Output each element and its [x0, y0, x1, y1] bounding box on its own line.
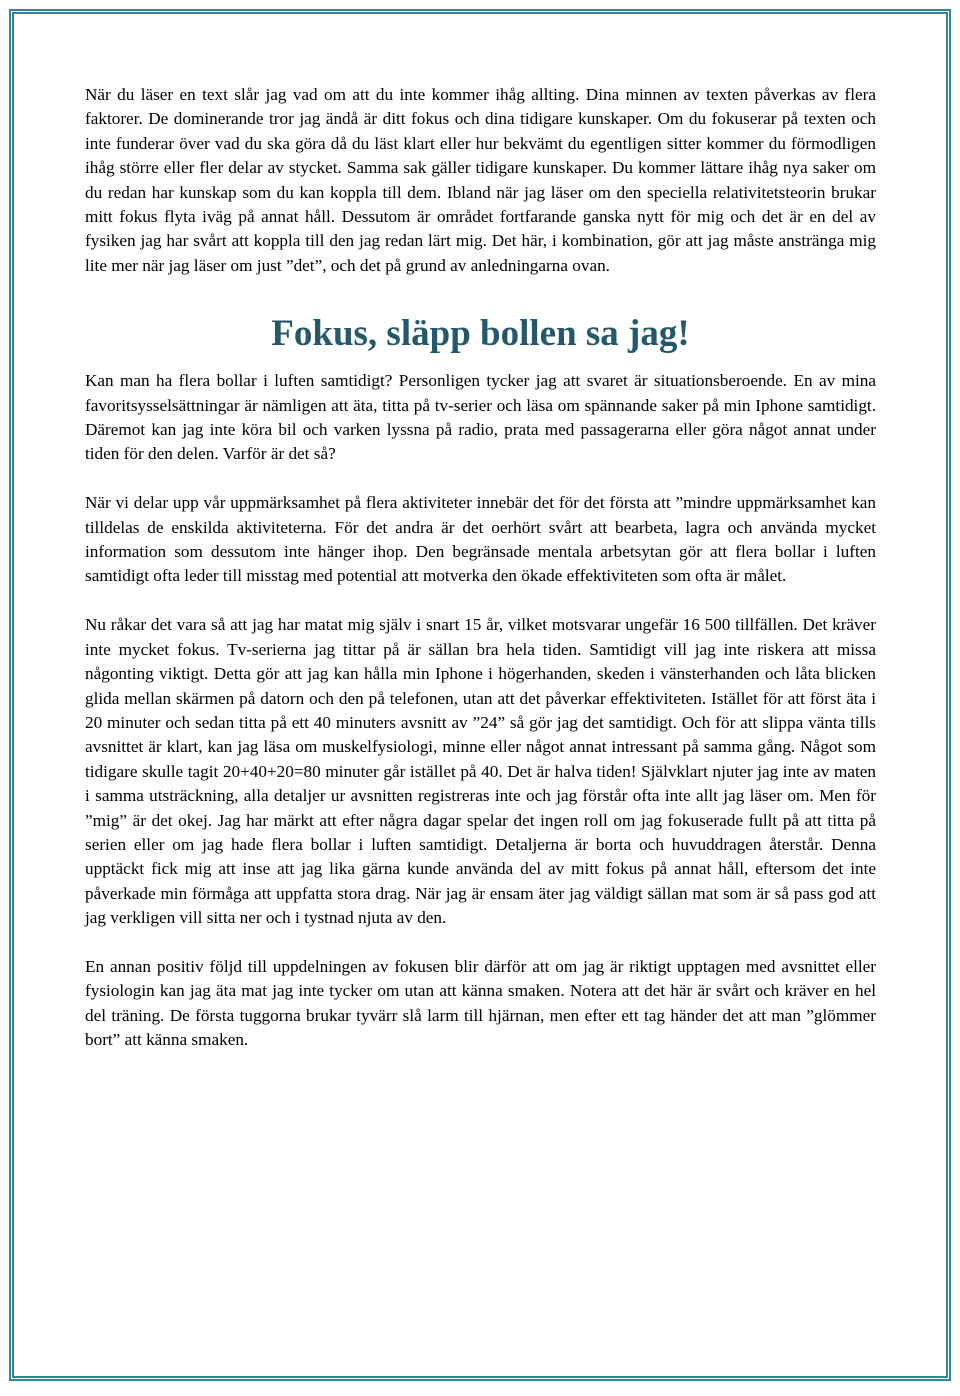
paragraph-taste-effect: En annan positiv följd till uppdelningen av fokusen blir därför att om jag är riktigt upptagen med avsnittet eller fysiologin kan jag äta mat jag inte tycker om utan att känna smaken. Notera att det här är svårt och kräver en hel del träning. De första tuggorna brukar tyvärr slå larm till hjärnan, men efter ett tag händer det att man ”glömmer bort” att känna smaken.	[85, 956, 876, 1050]
paragraph-multitasking-question: Kan man ha flera bollar i luften samtidigt? Personligen tycker jag att svaret är situationsberoende. En av mina favoritsysselsättningar är nämligen att äta, titta på tv-serier och läsa om spännande saker på min Iphone samtidigt. Däremot kan jag inte köra bil och varken lyssna på radio, prata med passagerarna eller göra något annat under tiden för den delen. Varför är det så?	[85, 371, 876, 464]
intro-paragraph: När du läser en text slår jag vad om att du inte kommer ihåg allting. Dina minnen av texten påverkas av flera faktorer. De dominerande tror jag ändå är ditt fokus och dina tidigare kunskaper. Om du fokuserar på texten och inte funderar över vad du ska göra då du läst klart eller hur bekvämt du egentligen sitter kommer du förmodligen ihåg större eller fler delar av stycket. Samma sak gäller tidigare kunskaper. Du kommer lättare ihåg nya saker om du redan har kunskap som du kan koppla till dem. Ibland när jag läser om den speciella relativitetsteorin brukar mitt fokus flyta iväg på annat håll. Dessutom är området fortfarande ganska nytt för mig och det är en del av fysiken jag har svårt att koppla till den jag redan lärt mig. Det här, i kombination, gör att jag måste anstränga mig lite mer när jag läser om just ”det”, och det på grund av anledningarna ovan.	[85, 85, 876, 275]
paragraph-divided-attention: När vi delar upp vår uppmärksamhet på flera aktiviteter innebär det för det första att ”mindre uppmärksamhet kan tilldelas de enskilda aktiviteterna. För det andra är det oerhört svårt att bearbeta, lagra och använda mycket information som dessutom inte hänger ihop. Den begränsade mentala arbetsytan gör att flera bollar i luften samtidigt ofta leder till misstag med potential att motverka den ökade effektiviteten som ofta är målet.	[85, 493, 876, 586]
paragraph-eating-example: Nu råkar det vara så att jag har matat mig själv i snart 15 år, vilket motsvarar ungefär 16 500 tillfällen. Det kräver inte mycket fokus. Tv-serierna jag tittar på är sällan bra hela tiden. Samtidigt vill jag inte riskera att missa någonting viktigt. Detta gör att jag kan hålla min Iphone i högerhanden, skeden i vänsterhanden och låta blicken glida mellan skärmen på datorn och den på telefonen, utan att det påverkar effektiviteten. Istället för att först äta i 20 minuter och sedan titta på ett 40 minuters avsnitt av ”24” så gör jag det samtidigt. Och för att slippa vänta tills avsnittet är klart, kan jag läsa om muskelfysiologi, minne eller något annat intressant på samma gång. Något som tidigare skulle tagit 20+40+20=80 minuter går istället på 40. Det är halva tiden! Självklart njuter jag inte av maten i samma utsträckning, alla detaljer ur avsnitten registreras inte och jag förstår ofta inte allt jag läser om. Men för ”mig” är det okej. Jag har märkt att efter några dagar spelar det ingen roll om jag fokuserade fullt på att titta på serien eller om jag hade flera bollar i luften samtidigt. Detaljerna är borta och huvuddragen återstår. Denna upptäckt fick mig att inse att jag lika gärna kunde använda del av mitt fokus på annat håll, eftersom det inte påverkade min förmåga att uppfatta stora drag. När jag är ensam äter jag väldigt sällan mat som är så pass god att jag verkligen vill sitta ner och i tystnad njuta av den.	[85, 615, 876, 928]
section-heading: Fokus, släpp bollen sa jag!	[271, 313, 690, 355]
document-body	[85, 83, 876, 1053]
